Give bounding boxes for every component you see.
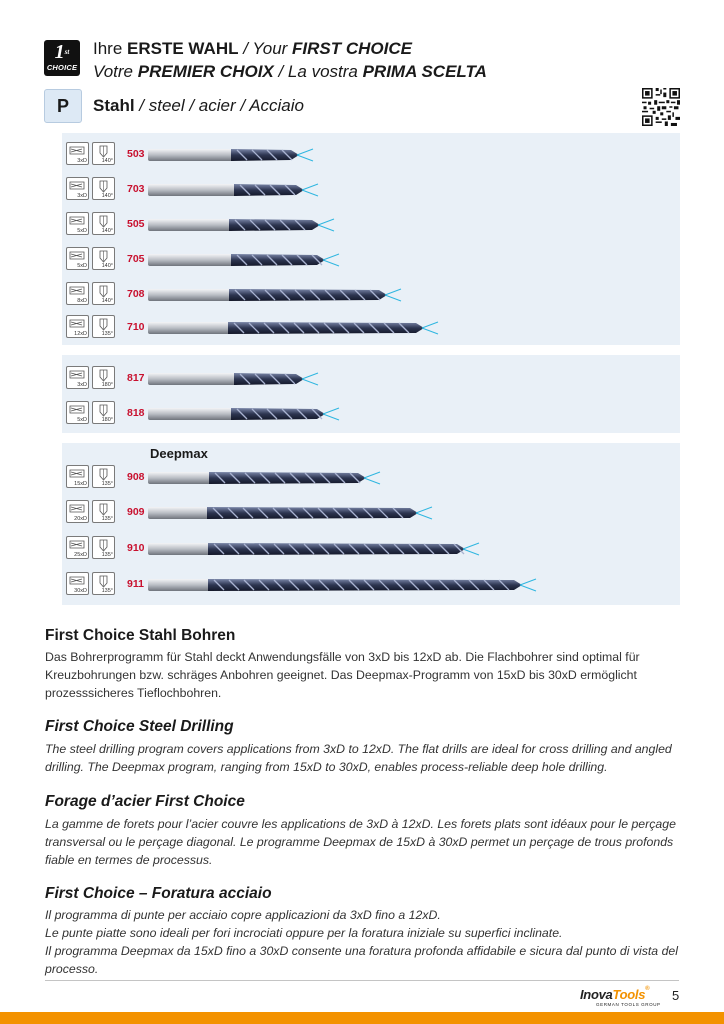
section-body [45,906,685,978]
point-angle-icon [92,315,115,338]
point-angle-icon [92,366,115,389]
drill-row-911[interactable] [62,568,680,600]
footer-rule [45,980,679,981]
point-angle-icon [92,282,115,305]
drill-code: 818 [127,407,145,419]
angle-value: 140° [101,158,113,164]
drill-code: 708 [127,288,145,300]
section-title: First Choice Steel Drilling [45,718,234,735]
drill-image-705 [148,249,345,271]
depth-icon [66,177,89,200]
brand-part-1: Inova [580,987,613,1002]
drill-row-705[interactable] [62,243,680,275]
angle-value: 135° [101,516,113,522]
angle-value: 180° [101,417,113,423]
depth-icon [66,536,89,559]
brand-part-2: Tools [612,987,646,1002]
angle-value: 140° [101,298,113,304]
depth-value: 5xD [77,417,87,423]
point-angle-icon [92,465,115,488]
section-text: Le punte piatte sono ideali per fori incrociati oppure per la foratura iniziale su superfici inclinate. [45,926,563,940]
angle-value: 140° [101,263,113,269]
page-number: 5 [672,988,680,1003]
point-angle-icon [92,142,115,165]
section-title: Forage d’acier First Choice [45,793,245,810]
footer-accent-bar [0,1012,724,1024]
depth-icon [66,247,89,270]
depth-value: 5xD [77,263,87,269]
drill-row-710[interactable] [62,311,680,343]
section-title: First Choice Stahl Bohren [45,627,236,644]
depth-value: 20xD [74,516,87,522]
deepmax-label: Deepmax [150,446,208,461]
drill-image-818 [148,403,345,425]
drill-row-505[interactable] [62,208,680,240]
section-body [45,815,685,869]
material-group-badge: P [44,89,82,123]
drill-row-910[interactable] [62,532,680,564]
drill-image-911 [148,574,542,596]
drill-image-503 [148,144,319,166]
point-angle-icon [92,212,115,235]
depth-value: 15xD [74,481,87,487]
section-text: Das Bohrerprogramm für Stahl deckt Anwendungsfälle von 3xD bis 12xD ab. Die Flachbohrer sind optimal für Kreuzbohrungen bzw. schräges Anbohren geeignet. Das Deepmax-Programm von 15xD bis 30xD ermöglicht prozesssicheres Tieflochbohren. [45,650,640,700]
drill-code: 703 [127,183,145,195]
depth-icon [66,212,89,235]
angle-value: 135° [101,552,113,558]
drill-row-817[interactable] [62,362,680,394]
section-text: Il programma Deepmax da 15xD fino a 30xD consente una foratura profonda affidabile e sicura dal punto di vista del processo. [45,944,678,976]
depth-icon [66,500,89,523]
depth-icon [66,315,89,338]
drill-image-817 [148,368,324,390]
angle-value: 180° [101,382,113,388]
heading-line-1: Ihre ERSTE WAHL / Your FIRST CHOICE [93,39,412,58]
section-text: The steel drilling program covers applications from 3xD to 12xD. The flat drills are ideal for cross drilling and angled drilling. The Deepmax program, ranging from 15xD to 30xD, enables process-reliable deep hole drilling. [45,742,672,774]
depth-value: 3xD [77,193,87,199]
first-choice-badge [44,40,80,76]
angle-value: 140° [101,228,113,234]
qr-code-icon[interactable] [642,88,680,126]
section-text: La gamme de forets pour l’acier couvre les applications de 3xD à 12xD. Les forets plats sont idéaux pour le perçage transversal ou le perçage diagonal. Le programme Deepmax de 15xD à 30xD permet un perçage de trous profonds fiable en termes de processus. [45,817,676,867]
depth-icon [66,282,89,305]
point-angle-icon [92,177,115,200]
drill-code: 817 [127,372,145,384]
heading-line-2: Votre PREMIER CHOIX / La vostra PRIMA SCELTA [93,62,487,81]
section-body [45,740,685,776]
drill-row-703[interactable] [62,173,680,205]
brand-tagline: GERMAN TOOLS GROUP [596,1002,661,1007]
point-angle-icon [92,572,115,595]
depth-value: 25xD [74,552,87,558]
drill-image-909 [148,502,438,524]
section-body [45,648,685,702]
drill-image-908 [148,467,386,489]
depth-value: 5xD [77,228,87,234]
drill-code: 710 [127,321,145,333]
drill-code: 909 [127,506,145,518]
drill-row-503[interactable] [62,138,680,170]
drill-row-908[interactable] [62,461,680,493]
drill-image-505 [148,214,340,236]
drill-image-703 [148,179,324,201]
drill-image-710 [148,317,444,339]
depth-value: 12xD [74,331,87,337]
drill-code: 908 [127,471,145,483]
angle-value: 135° [101,331,113,337]
drill-code: 505 [127,218,145,230]
angle-value: 135° [101,481,113,487]
depth-icon [66,366,89,389]
depth-icon [66,572,89,595]
angle-value: 135° [101,588,113,594]
depth-value: 3xD [77,382,87,388]
badge-word: CHOICE [46,63,78,72]
angle-value: 140° [101,193,113,199]
drill-code: 911 [127,578,144,590]
point-angle-icon [92,536,115,559]
point-angle-icon [92,247,115,270]
depth-icon [66,401,89,424]
drill-code: 705 [127,253,145,265]
depth-icon [66,142,89,165]
badge-number: 1st [54,41,70,63]
drill-code: 910 [127,542,145,554]
section-text: Il programma di punte per acciaio copre applicazioni da 3xD fino a 12xD. [45,908,441,922]
depth-value: 8xD [77,298,87,304]
depth-value: 3xD [77,158,87,164]
drill-row-818[interactable] [62,397,680,429]
drill-row-708[interactable] [62,278,680,310]
drill-image-708 [148,284,407,306]
drill-code: 503 [127,148,145,160]
inovatools-logo: InovaTools® GERMAN TOOLS GROUP [580,986,661,1007]
drill-image-910 [148,538,485,560]
section-title: First Choice – Foratura acciaio [45,885,272,902]
point-angle-icon [92,401,115,424]
depth-value: 30xD [74,588,87,594]
material-title: Stahl / steel / acier / Acciaio [93,96,304,115]
depth-icon [66,465,89,488]
point-angle-icon [92,500,115,523]
drill-row-909[interactable] [62,496,680,528]
